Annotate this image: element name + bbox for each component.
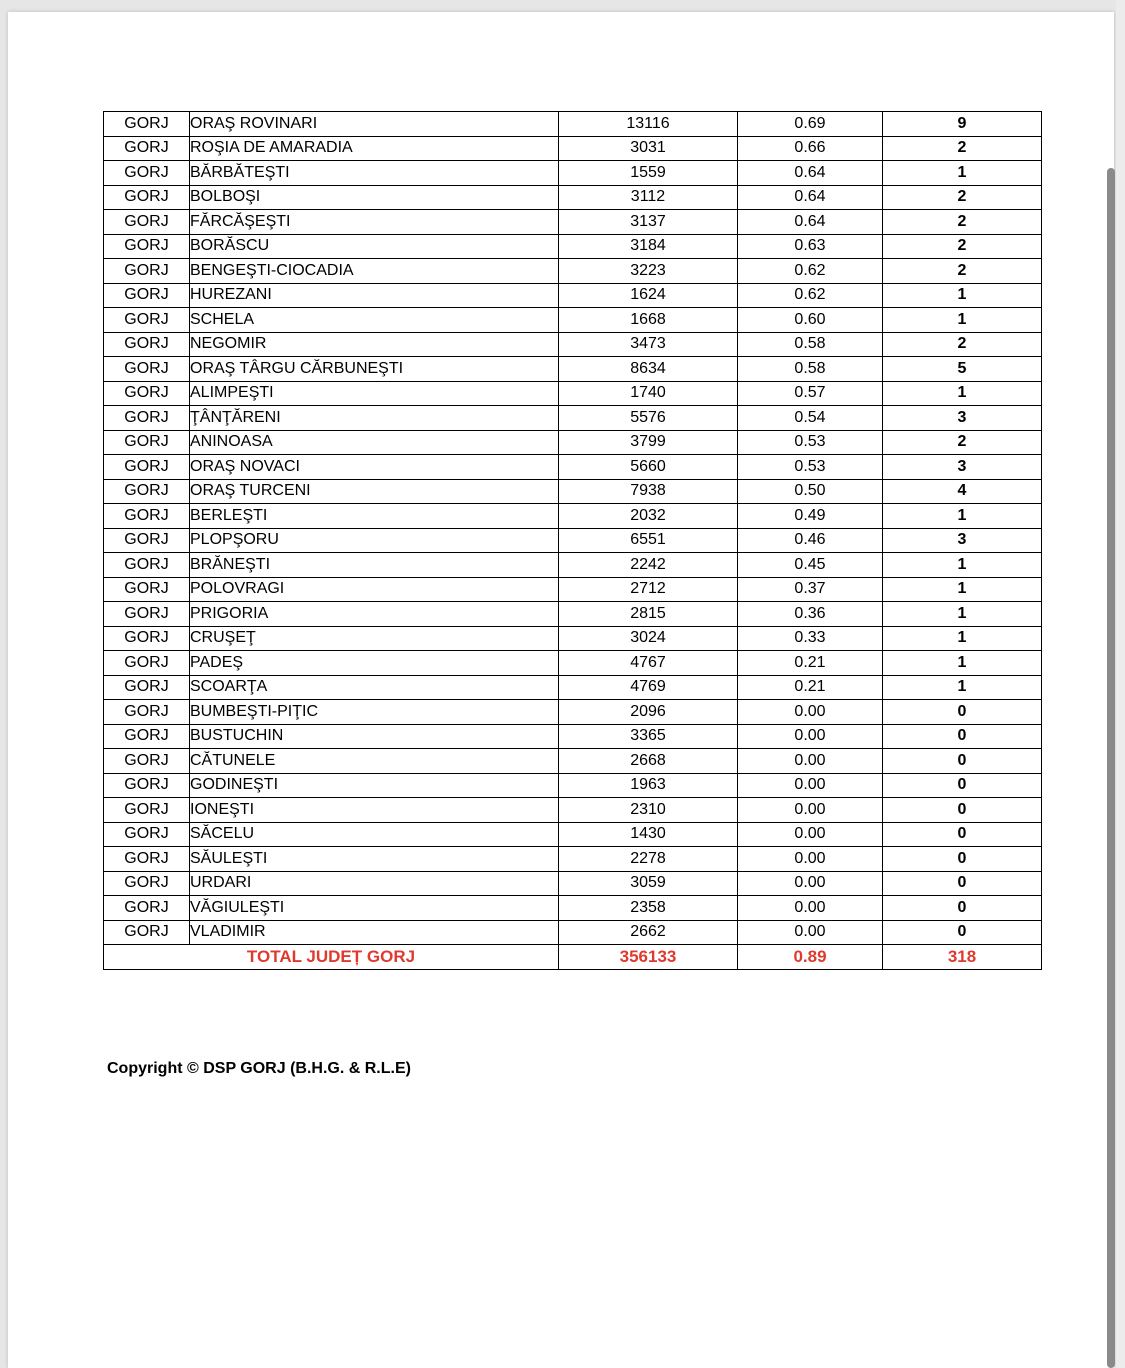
rate-cell: 0.36 [738,602,883,627]
cases-cell: 1 [883,381,1042,406]
table-row [104,528,1042,553]
cases-cell: 2 [883,430,1042,455]
rate-cell: 0.63 [738,234,883,259]
locality-cell: ORAŞ NOVACI [190,455,559,480]
locality-cell: SĂULEŞTI [190,847,559,872]
cases-cell: 2 [883,185,1042,210]
cases-cell: 3 [883,406,1042,431]
population-cell: 6551 [559,528,738,553]
cases-cell: 2 [883,136,1042,161]
cases-cell: 1 [883,577,1042,602]
table-row [104,332,1042,357]
total-row [104,945,1042,970]
county-cell: GORJ [104,773,190,798]
county-cell: GORJ [104,406,190,431]
cases-cell: 0 [883,896,1042,921]
table-row [104,798,1042,823]
table-row [104,504,1042,529]
population-cell: 3184 [559,234,738,259]
table-row [104,308,1042,333]
population-cell: 2310 [559,798,738,823]
table-row [104,553,1042,578]
table-row [104,626,1042,651]
rate-cell: 0.64 [738,210,883,235]
county-cell: GORJ [104,577,190,602]
county-cell: GORJ [104,528,190,553]
rate-cell: 0.50 [738,479,883,504]
rate-cell: 0.64 [738,161,883,186]
table-row [104,479,1042,504]
population-cell: 3365 [559,724,738,749]
county-cell: GORJ [104,822,190,847]
locality-cell: PADEŞ [190,651,559,676]
table-row [104,185,1042,210]
population-cell: 1668 [559,308,738,333]
locality-cell: VĂGIULEŞTI [190,896,559,921]
cases-cell: 3 [883,528,1042,553]
rate-cell: 0.54 [738,406,883,431]
rate-cell: 0.00 [738,798,883,823]
table-row [104,161,1042,186]
county-cell: GORJ [104,847,190,872]
population-cell: 1624 [559,283,738,308]
cases-cell: 1 [883,675,1042,700]
locality-cell: ORAŞ TÂRGU CĂRBUNEŞTI [190,357,559,382]
locality-cell: PRIGORIA [190,602,559,627]
population-cell: 1430 [559,822,738,847]
localities-table [103,111,1042,970]
county-cell: GORJ [104,381,190,406]
population-cell: 2278 [559,847,738,872]
locality-cell: PLOPŞORU [190,528,559,553]
cases-cell: 1 [883,602,1042,627]
table-row [104,871,1042,896]
population-cell: 2032 [559,504,738,529]
locality-cell: IONEŞTI [190,798,559,823]
table-row [104,847,1042,872]
population-cell: 3473 [559,332,738,357]
county-cell: GORJ [104,112,190,137]
cases-cell: 0 [883,798,1042,823]
rate-cell: 0.53 [738,455,883,480]
rate-cell: 0.00 [738,920,883,945]
scrollbar-thumb[interactable] [1107,168,1115,1368]
county-cell: GORJ [104,896,190,921]
scrollbar-track[interactable] [1116,0,1125,1368]
county-cell: GORJ [104,749,190,774]
locality-cell: BOLBOŞI [190,185,559,210]
cases-cell: 3 [883,455,1042,480]
cases-cell: 5 [883,357,1042,382]
total-rate: 0.89 [738,945,883,970]
locality-cell: BENGEŞTI-CIOCADIA [190,259,559,284]
locality-cell: CĂTUNELE [190,749,559,774]
locality-cell: POLOVRAGI [190,577,559,602]
rate-cell: 0.57 [738,381,883,406]
table-row [104,283,1042,308]
population-cell: 8634 [559,357,738,382]
county-cell: GORJ [104,798,190,823]
table-row [104,920,1042,945]
table-row [104,259,1042,284]
county-cell: GORJ [104,920,190,945]
locality-cell: ŢÂNŢĂRENI [190,406,559,431]
population-cell: 3059 [559,871,738,896]
cases-cell: 2 [883,332,1042,357]
table-row [104,773,1042,798]
table-row [104,896,1042,921]
population-cell: 3799 [559,430,738,455]
cases-cell: 0 [883,700,1042,725]
county-cell: GORJ [104,455,190,480]
rate-cell: 0.60 [738,308,883,333]
table-row [104,651,1042,676]
rate-cell: 0.64 [738,185,883,210]
rate-cell: 0.53 [738,430,883,455]
county-cell: GORJ [104,161,190,186]
population-cell: 2815 [559,602,738,627]
rate-cell: 0.45 [738,553,883,578]
table-row [104,112,1042,137]
population-cell: 7938 [559,479,738,504]
county-cell: GORJ [104,430,190,455]
locality-cell: ALIMPEŞTI [190,381,559,406]
table-row [104,724,1042,749]
county-cell: GORJ [104,626,190,651]
population-cell: 3031 [559,136,738,161]
population-cell: 2242 [559,553,738,578]
rate-cell: 0.00 [738,700,883,725]
locality-cell: ORAŞ TURCENI [190,479,559,504]
table-row [104,822,1042,847]
locality-cell: NEGOMIR [190,332,559,357]
table-row [104,700,1042,725]
cases-cell: 2 [883,259,1042,284]
population-cell: 1963 [559,773,738,798]
population-cell: 2712 [559,577,738,602]
locality-cell: BORĂSCU [190,234,559,259]
county-cell: GORJ [104,259,190,284]
rate-cell: 0.49 [738,504,883,529]
county-cell: GORJ [104,332,190,357]
county-cell: GORJ [104,724,190,749]
county-cell: GORJ [104,210,190,235]
population-cell: 2668 [559,749,738,774]
rate-cell: 0.00 [738,773,883,798]
total-label: TOTAL JUDEȚ GORJ [104,945,559,970]
cases-cell: 1 [883,626,1042,651]
table-row [104,675,1042,700]
cases-cell: 1 [883,651,1042,676]
cases-cell: 0 [883,724,1042,749]
county-cell: GORJ [104,479,190,504]
locality-cell: SĂCELU [190,822,559,847]
total-population: 356133 [559,945,738,970]
population-cell: 3223 [559,259,738,284]
population-cell: 3112 [559,185,738,210]
cases-cell: 1 [883,161,1042,186]
population-cell: 2096 [559,700,738,725]
population-cell: 2662 [559,920,738,945]
county-cell: GORJ [104,357,190,382]
county-cell: GORJ [104,700,190,725]
locality-cell: BRĂNEŞTI [190,553,559,578]
locality-cell: CRUŞEŢ [190,626,559,651]
locality-cell: BUMBEŞTI-PIŢIC [190,700,559,725]
population-cell: 1740 [559,381,738,406]
table-row [104,234,1042,259]
table-body [104,112,1042,970]
copyright-text: Copyright © DSP GORJ (B.H.G. & R.L.E) [107,1060,411,1077]
document-page [8,12,1114,1368]
rate-cell: 0.00 [738,724,883,749]
county-cell: GORJ [104,553,190,578]
table-row [104,455,1042,480]
table-row [104,406,1042,431]
locality-cell: GODINEŞTI [190,773,559,798]
table-row [104,381,1042,406]
cases-cell: 0 [883,822,1042,847]
cases-cell: 0 [883,920,1042,945]
rate-cell: 0.62 [738,283,883,308]
population-cell: 4769 [559,675,738,700]
cases-cell: 1 [883,553,1042,578]
cases-cell: 4 [883,479,1042,504]
table-row [104,210,1042,235]
rate-cell: 0.33 [738,626,883,651]
population-cell: 4767 [559,651,738,676]
county-cell: GORJ [104,185,190,210]
county-cell: GORJ [104,602,190,627]
locality-cell: BERLEŞTI [190,504,559,529]
county-cell: GORJ [104,651,190,676]
rate-cell: 0.21 [738,675,883,700]
locality-cell: FĂRCĂŞEŞTI [190,210,559,235]
population-cell: 3137 [559,210,738,235]
locality-cell: HUREZANI [190,283,559,308]
cases-cell: 0 [883,749,1042,774]
cases-cell: 1 [883,504,1042,529]
table-row [104,357,1042,382]
cases-cell: 0 [883,773,1042,798]
locality-cell: VLADIMIR [190,920,559,945]
locality-cell: ORAŞ ROVINARI [190,112,559,137]
rate-cell: 0.66 [738,136,883,161]
table-row [104,136,1042,161]
population-cell: 5660 [559,455,738,480]
rate-cell: 0.00 [738,896,883,921]
rate-cell: 0.00 [738,871,883,896]
locality-cell: BUSTUCHIN [190,724,559,749]
population-cell: 13116 [559,112,738,137]
locality-cell: ANINOASA [190,430,559,455]
population-cell: 3024 [559,626,738,651]
table-row [104,602,1042,627]
county-cell: GORJ [104,675,190,700]
table-row [104,430,1042,455]
cases-cell: 2 [883,234,1042,259]
cases-cell: 0 [883,847,1042,872]
county-cell: GORJ [104,871,190,896]
rate-cell: 0.62 [738,259,883,284]
table-row [104,749,1042,774]
county-cell: GORJ [104,283,190,308]
rate-cell: 0.58 [738,357,883,382]
rate-cell: 0.00 [738,822,883,847]
cases-cell: 0 [883,871,1042,896]
county-cell: GORJ [104,308,190,333]
rate-cell: 0.00 [738,847,883,872]
cases-cell: 2 [883,210,1042,235]
cases-cell: 1 [883,308,1042,333]
cases-cell: 1 [883,283,1042,308]
rate-cell: 0.21 [738,651,883,676]
population-cell: 5576 [559,406,738,431]
rate-cell: 0.58 [738,332,883,357]
rate-cell: 0.00 [738,749,883,774]
locality-cell: BĂRBĂTEŞTI [190,161,559,186]
rate-cell: 0.37 [738,577,883,602]
table-row [104,577,1042,602]
locality-cell: SCHELA [190,308,559,333]
total-cases: 318 [883,945,1042,970]
locality-cell: ROŞIA DE AMARADIA [190,136,559,161]
locality-cell: SCOARŢA [190,675,559,700]
rate-cell: 0.46 [738,528,883,553]
county-cell: GORJ [104,136,190,161]
rate-cell: 0.69 [738,112,883,137]
population-cell: 2358 [559,896,738,921]
county-cell: GORJ [104,504,190,529]
county-cell: GORJ [104,234,190,259]
population-cell: 1559 [559,161,738,186]
cases-cell: 9 [883,112,1042,137]
locality-cell: URDARI [190,871,559,896]
